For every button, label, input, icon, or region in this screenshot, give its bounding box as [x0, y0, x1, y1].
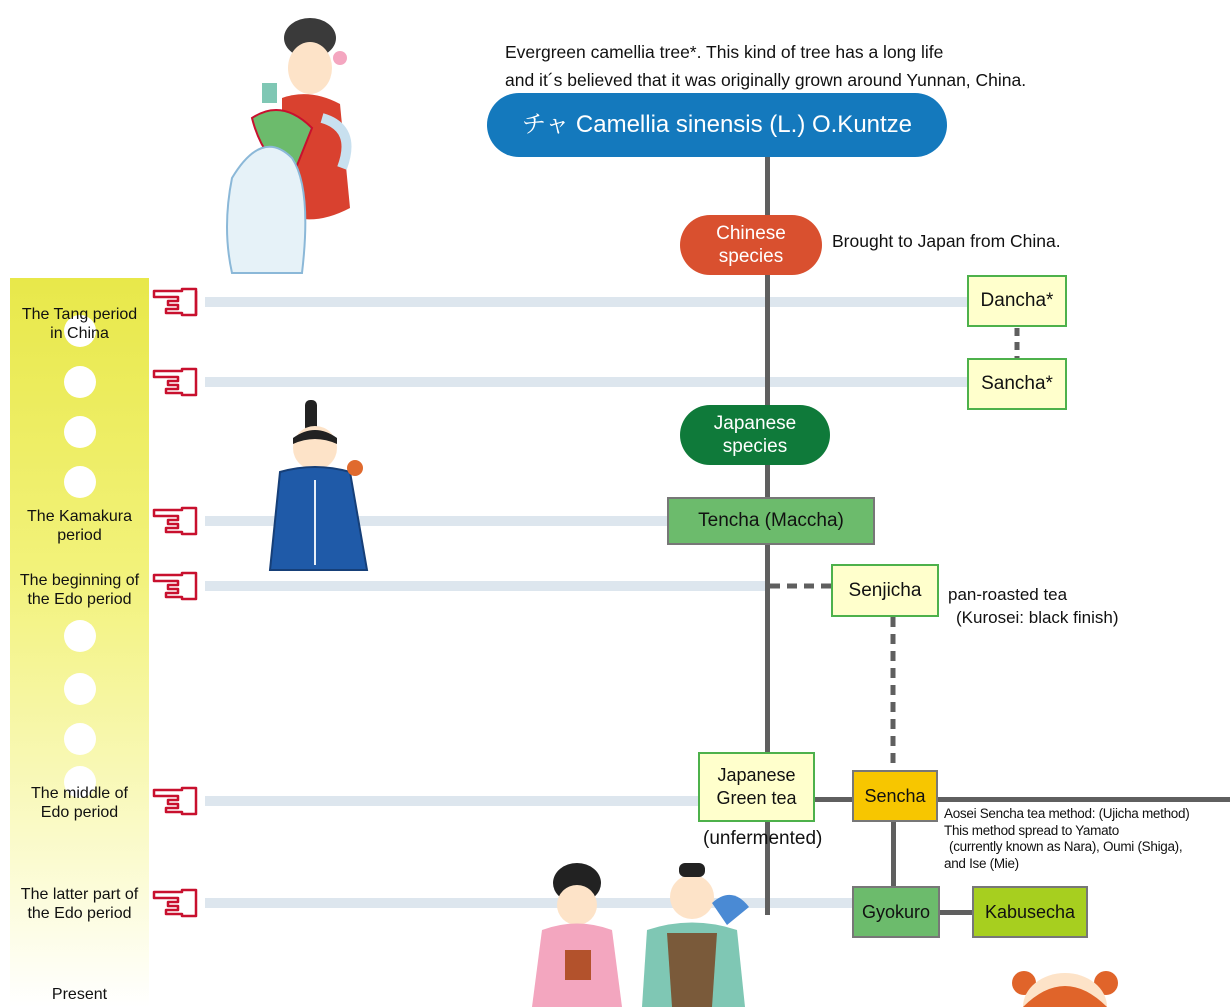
chinese-species-note: Brought to Japan from China. [832, 231, 1061, 251]
japanese-green-tea-label: Japanese [717, 765, 796, 785]
child-face-illustration [1010, 965, 1120, 1007]
japanese-green-tea-label: Green tea [716, 788, 797, 808]
period-label: Present [51, 986, 108, 1003]
unfermented-label: (unfermented) [703, 828, 823, 849]
period-label: in China [50, 325, 109, 342]
edo-couple-illustration [527, 855, 752, 1007]
timeline-dot [64, 620, 96, 652]
gyokuro-box [852, 886, 940, 938]
timeline-dot [64, 466, 96, 498]
sencha-gyokuro-line [891, 820, 896, 888]
period-label: The middle of [31, 785, 128, 802]
timeline-dot [64, 366, 96, 398]
senjicha-label: Senjicha [848, 579, 922, 601]
aosei-note-line: Aosei Sencha tea method: (Ujicha method) [944, 806, 1190, 821]
pointing-hand-icon [152, 786, 206, 816]
sancha-label: Sancha* [981, 373, 1053, 394]
aosei-note-line: and Ise (Mie) [944, 855, 1019, 871]
gyokuro-kabusecha-line [938, 910, 974, 915]
period-kamakura [10, 507, 149, 545]
japanese-species-label: Japanese [713, 413, 797, 434]
period-label: Edo period [40, 804, 119, 821]
senjicha-dash-horizontal [770, 580, 832, 592]
senjicha-note [948, 583, 1119, 629]
japanese-species-label: species [722, 436, 788, 457]
root-species-pill [487, 93, 947, 157]
period-present [10, 985, 149, 1004]
root-species-label: チャ Camellia sinensis (L.) O.Kuntze [521, 111, 913, 138]
chinese-lady-illustration [222, 8, 362, 280]
pointing-hand-icon [152, 287, 206, 317]
period-edo-latter [10, 885, 149, 923]
timeline-dot [64, 673, 96, 705]
aosei-note-line: (currently known as Nara), Oumi (Shiga), [949, 839, 1183, 854]
pointing-hand-icon [152, 506, 206, 536]
chinese-species-label: species [718, 246, 784, 267]
aosei-note [944, 806, 1189, 872]
top-note-line: and it´s believed that it was originally grown around Yunnan, China. [505, 70, 1027, 90]
aosei-line [935, 797, 1230, 802]
period-bar-sancha [205, 377, 970, 387]
timeline-dot [64, 416, 96, 448]
green-tea-sencha-line [815, 797, 855, 802]
period-edo-middle [10, 784, 149, 822]
top-note-line: Evergreen camellia tree*. This kind of tree has a long life [505, 42, 944, 62]
pointing-hand-icon [152, 367, 206, 397]
period-bar-edo-beginning [205, 581, 770, 591]
senjicha-note-line: pan-roasted tea [948, 585, 1068, 604]
chinese-species-label: Chinese [716, 223, 786, 244]
dancha-sancha-dash [1010, 328, 1024, 358]
sencha-label: Sencha [864, 785, 926, 806]
gyokuro-label: Gyokuro [861, 901, 931, 922]
top-note [505, 38, 1026, 94]
japanese-species-pill [680, 405, 830, 465]
period-bar-tang [205, 297, 970, 307]
senjicha-sencha-dash [886, 617, 900, 769]
sencha-box [852, 770, 938, 822]
period-tang [10, 305, 149, 343]
timeline-column [10, 278, 149, 1007]
period-label: the Edo period [27, 591, 132, 608]
aosei-note-line: This method spread to Yamato [944, 822, 1119, 838]
japanese-green-tea-box [698, 752, 815, 822]
dancha-box [967, 275, 1067, 327]
period-bar-edo-middle [205, 796, 700, 806]
chinese-species-pill [680, 215, 822, 275]
kamakura-man-illustration [265, 400, 375, 575]
timeline-dot [64, 723, 96, 755]
senjicha-note-line: (Kurosei: black finish) [956, 608, 1119, 627]
period-edo-beginning [10, 571, 149, 609]
period-label: period [57, 527, 102, 544]
tencha-label: Tencha (Maccha) [698, 510, 844, 531]
kabusecha-box [972, 886, 1088, 938]
period-label: The Tang period [21, 306, 138, 323]
dancha-label: Dancha* [980, 290, 1054, 311]
senjicha-box [831, 564, 939, 617]
tencha-box [667, 497, 875, 545]
period-label: The beginning of [19, 572, 140, 589]
period-label: The latter part of [20, 886, 139, 903]
sancha-box [967, 358, 1067, 410]
period-label: the Edo period [27, 905, 132, 922]
pointing-hand-icon [152, 571, 206, 601]
pointing-hand-icon [152, 888, 206, 918]
kabusecha-label: Kabusecha [984, 901, 1076, 922]
period-label: The Kamakura [27, 508, 132, 525]
